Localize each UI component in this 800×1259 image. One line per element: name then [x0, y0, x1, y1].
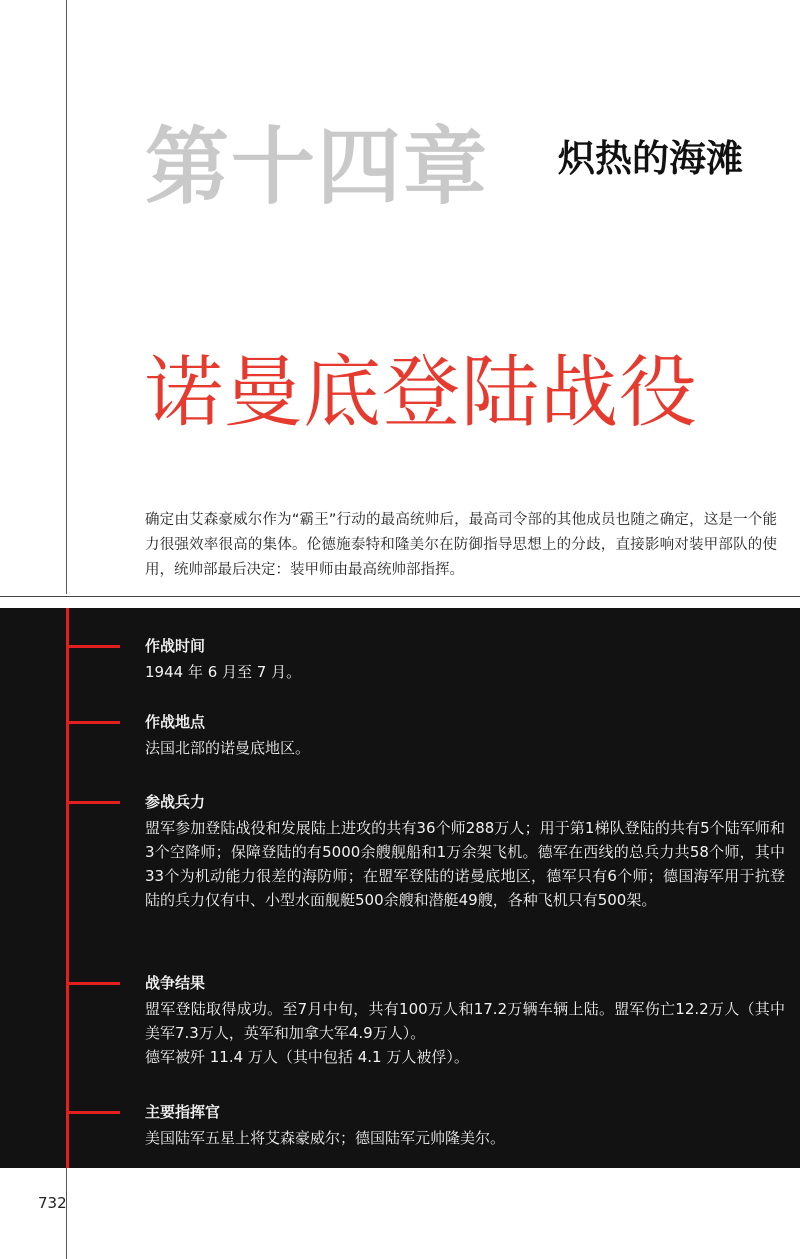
- fact-text: 美国陆军五星上将艾森豪威尔；德国陆军元帅隆美尔。: [145, 1129, 506, 1147]
- timeline-tick: [66, 982, 120, 985]
- timeline-line: [66, 608, 69, 1168]
- main-title: 诺曼底登陆战役: [145, 348, 699, 438]
- fact-label: 作战地点: [145, 713, 206, 731]
- chapter-title: 炽热的海滩: [558, 137, 743, 180]
- fact-entry-time: [145, 634, 785, 684]
- chapter-number: 第十四章: [145, 117, 490, 216]
- fact-label: 战争结果: [145, 974, 206, 992]
- fact-entry-forces: [145, 790, 785, 912]
- fact-label: 作战时间: [145, 637, 206, 655]
- fact-text: 法国北部的诺曼底地区。: [145, 739, 311, 757]
- margin-rule-upper: [66, 0, 67, 594]
- fact-label: 主要指挥官: [145, 1103, 221, 1121]
- fact-text: 盟军登陆取得成功。至7月中旬，共有100万人和17.2万辆车辆上陆。盟军伤亡12.2万人（其中美军7.3万人，英军和加拿大军4.9万人）。: [145, 1000, 785, 1042]
- timeline-tick: [66, 1111, 120, 1114]
- timeline-tick: [66, 721, 120, 724]
- timeline-tick: [66, 645, 120, 648]
- intro-paragraph: 确定由艾森豪威尔作为“霸王”行动的最高统帅后，最高司令部的其他成员也随之确定，这是一个能力很强效率很高的集体。伦德施泰特和隆美尔在防御指导思想上的分歧，直接影响对装甲部队的使用，统帅部最后决定：装甲师由最高统帅部指挥。: [145, 512, 777, 578]
- page-number: 732: [38, 1194, 67, 1212]
- fact-entry-commanders: [145, 1100, 785, 1150]
- facts-panel: [0, 608, 800, 1168]
- fact-entry-location: [145, 710, 785, 760]
- fact-text: 1944 年 6 月至 7 月。: [145, 663, 302, 681]
- fact-label: 参战兵力: [145, 793, 206, 811]
- fact-text: 盟军参加登陆战役和发展陆上进攻的共有36个师288万人；用于第1梯队登陆的共有5个陆军师和3个空降师；保障登陆的有5000余艘舰船和1万余架飞机。德军在西线的总兵力共58个师，其中33个为机动能力很差的海防师；在盟军登陆的诺曼底地区，德军只有6个师；德国海军用于抗登陆的兵力仅有中、小型水面舰艇500余艘和潜艇49艘，各种飞机只有500架。: [145, 819, 785, 909]
- timeline-tick: [66, 801, 120, 804]
- fact-entry-result: [145, 971, 785, 1069]
- fact-text-continued: 德军被歼 11.4 万人（其中包括 4.1 万人被俘）。: [145, 1048, 469, 1066]
- margin-rule-lower: [66, 1168, 67, 1259]
- section-divider: [0, 596, 800, 597]
